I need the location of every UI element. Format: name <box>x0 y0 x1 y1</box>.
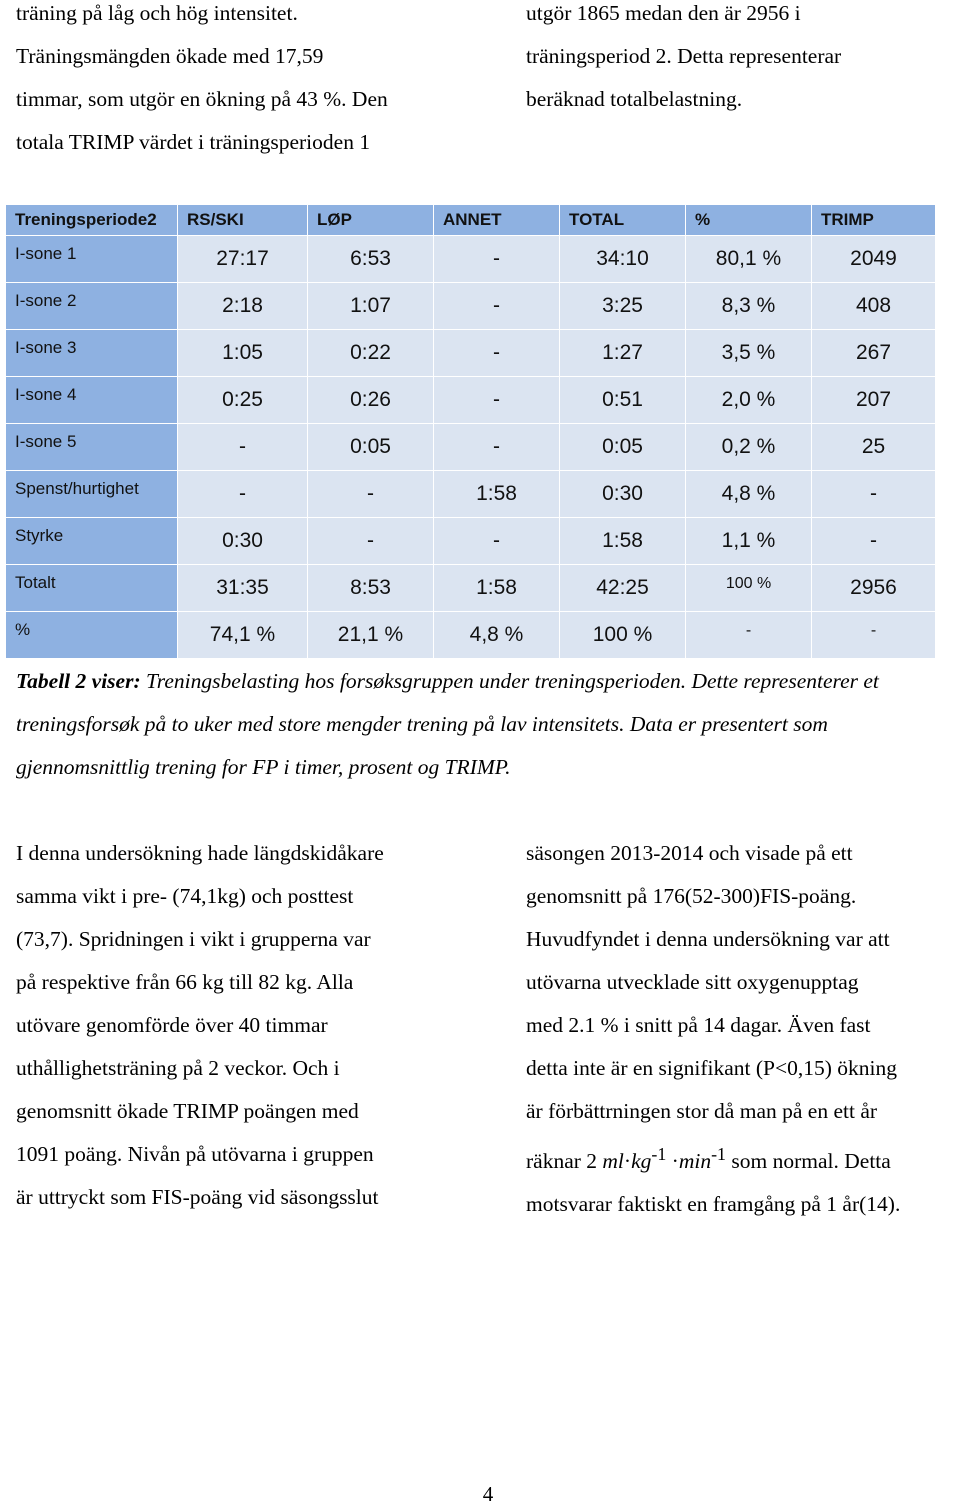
table-cell: 408 <box>812 283 936 330</box>
table-cell: 0:51 <box>560 377 686 424</box>
table-cell: - <box>434 236 560 283</box>
table-row <box>6 565 936 612</box>
table-cell: - <box>308 518 434 565</box>
table-cell: 2956 <box>812 565 936 612</box>
row-label: Totalt <box>6 565 178 612</box>
table-cell: - <box>434 283 560 330</box>
body-line: detta inte är en signifikant (P<0,15) ökning <box>526 1056 897 1080</box>
table-row <box>6 236 936 283</box>
body-line: motsvarar faktiskt en framgång på 1 år(14). <box>526 1192 901 1217</box>
unit-dot: · <box>666 1149 679 1174</box>
row-label: I-sone 1 <box>6 236 178 283</box>
table-cell: 4,8 % <box>434 612 560 659</box>
table-cell: - <box>178 424 308 471</box>
table-cell: 3:25 <box>560 283 686 330</box>
body-line: samma vikt i pre- (74,1kg) och posttest <box>16 884 354 908</box>
table-cell: 1:27 <box>560 330 686 377</box>
row-label: I-sone 4 <box>6 377 178 424</box>
table-row <box>6 518 936 565</box>
body-line: utövarna utvecklade sitt oxygenupptag <box>526 970 859 994</box>
table-cell: 74,1 % <box>178 612 308 659</box>
table-cell: - <box>812 612 936 659</box>
body-line: Träningsmängden ökade med 17,59 <box>16 44 324 68</box>
body-line: 1091 poäng. Nivån på utövarna i gruppen <box>16 1142 374 1166</box>
table-cell: 2049 <box>812 236 936 283</box>
table-cell: 2:18 <box>178 283 308 330</box>
bottom-right-column <box>526 832 960 1226</box>
table-cell: 0:30 <box>178 518 308 565</box>
caption-label: Tabell 2 viser: <box>16 669 141 693</box>
row-label: I-sone 2 <box>6 283 178 330</box>
table-cell: 1,1 % <box>686 518 812 565</box>
body-line: Huvudfyndet i denna undersökning var att <box>526 927 890 951</box>
table-cell: - <box>434 518 560 565</box>
table-cell: 3,5 % <box>686 330 812 377</box>
column-header: LØP <box>308 205 434 236</box>
table-cell: - <box>812 518 936 565</box>
body-line: I denna undersökning hade längdskidåkare <box>16 841 384 865</box>
table-cell: 34:10 <box>560 236 686 283</box>
table-row <box>6 612 936 659</box>
table-cell: 0:25 <box>178 377 308 424</box>
table-row <box>6 330 936 377</box>
body-line: utövare genomförde över 40 timmar <box>16 1013 328 1037</box>
unit-kg: kg <box>631 1149 652 1174</box>
body-line: genomsnitt på 176(52-300)FIS-poäng. <box>526 884 857 908</box>
table-cell: 100 % <box>560 612 686 659</box>
table-cell: - <box>812 471 936 518</box>
caption-text: Treningsbelasting hos forsøksgruppen under treningsperioden. Dette representerer et treningsforsøk på to uker med store mengder trening på lav intensitets. Data er presentert som gjennomsnittlig trening for FP i timer, prosent og TRIMP. <box>16 669 879 779</box>
unit-min: min <box>678 1149 712 1174</box>
row-label: % <box>6 612 178 659</box>
row-label: I-sone 3 <box>6 330 178 377</box>
table-cell: 1:58 <box>434 565 560 612</box>
formula-post: som normal. Detta <box>726 1149 891 1174</box>
table-header-row <box>6 205 936 236</box>
table-cell: 1:05 <box>178 330 308 377</box>
table-cell: 31:35 <box>178 565 308 612</box>
table-cell: 0:26 <box>308 377 434 424</box>
table-cell: 21,1 % <box>308 612 434 659</box>
training-load-table <box>5 204 936 659</box>
body-line: är förbättrningen stor då man på en ett år <box>526 1099 878 1123</box>
table-row <box>6 471 936 518</box>
exponent: -1 <box>651 1144 667 1164</box>
table-row <box>6 377 936 424</box>
top-right-column <box>526 0 960 121</box>
column-header: TOTAL <box>560 205 686 236</box>
table-cell: - <box>686 612 812 659</box>
body-line: timmar, som utgör en ökning på 43 %. Den <box>16 87 388 111</box>
table-cell: 8:53 <box>308 565 434 612</box>
table-row <box>6 283 936 330</box>
table-row <box>6 424 936 471</box>
table-cell: 0:05 <box>560 424 686 471</box>
table-cell: 100 % <box>686 565 812 612</box>
table-cell: 1:07 <box>308 283 434 330</box>
row-label: Styrke <box>6 518 178 565</box>
table-cell: - <box>434 330 560 377</box>
column-header: % <box>686 205 812 236</box>
table-cell: 6:53 <box>308 236 434 283</box>
table-cell: 0:05 <box>308 424 434 471</box>
row-label: Spenst/hurtighet <box>6 471 178 518</box>
top-left-column <box>16 0 486 164</box>
table-cell: 42:25 <box>560 565 686 612</box>
table-cell: 0:22 <box>308 330 434 377</box>
column-header: ANNET <box>434 205 560 236</box>
column-header: TRIMP <box>812 205 936 236</box>
page-number: 4 <box>482 1482 494 1506</box>
body-line: (73,7). Spridningen i vikt i grupperna var <box>16 927 371 951</box>
column-header: Treningsperiode2 <box>6 205 178 236</box>
table-cell: 0,2 % <box>686 424 812 471</box>
body-line: säsongen 2013-2014 och visade på ett <box>526 841 853 865</box>
exponent: -1 <box>711 1144 727 1164</box>
unit-ml: ml <box>602 1149 624 1174</box>
body-line: totala TRIMP värdet i träningsperioden 1 <box>16 130 371 154</box>
table-cell: 25 <box>812 424 936 471</box>
table-cell: 8,3 % <box>686 283 812 330</box>
table-caption <box>16 660 956 789</box>
body-line: träning på låg och hög intensitet. <box>16 1 298 25</box>
table-cell: - <box>178 471 308 518</box>
body-line: uthållighetsträning på 2 veckor. Och i <box>16 1056 340 1080</box>
table-cell: 207 <box>812 377 936 424</box>
table-cell: - <box>308 471 434 518</box>
row-label: I-sone 5 <box>6 424 178 471</box>
table-cell: 2,0 % <box>686 377 812 424</box>
body-line: beräknad totalbelastning. <box>526 87 743 111</box>
body-line: genomsnitt ökade TRIMP poängen med <box>16 1099 359 1123</box>
column-header: RS/SKI <box>178 205 308 236</box>
table-cell: 27:17 <box>178 236 308 283</box>
unit-dot: · <box>623 1149 632 1174</box>
table-cell: 267 <box>812 330 936 377</box>
table-cell: - <box>434 424 560 471</box>
bottom-left-column <box>16 832 486 1219</box>
body-line: på respektive från 66 kg till 82 kg. Alla <box>16 970 354 994</box>
table-cell: - <box>434 377 560 424</box>
table-cell: 80,1 % <box>686 236 812 283</box>
body-line: med 2.1 % i snitt på 14 dagar. Även fast <box>526 1013 871 1037</box>
body-line: träningsperiod 2. Detta representerar <box>526 44 842 68</box>
table-cell: 0:30 <box>560 471 686 518</box>
table-cell: 1:58 <box>560 518 686 565</box>
formula-line <box>526 1133 960 1183</box>
table-cell: 4,8 % <box>686 471 812 518</box>
body-line: utgör 1865 medan den är 2956 i <box>526 1 801 25</box>
formula-pre: räknar 2 <box>526 1149 603 1174</box>
body-line: är uttryckt som FIS-poäng vid säsongsslut <box>16 1185 379 1209</box>
table-cell: 1:58 <box>434 471 560 518</box>
